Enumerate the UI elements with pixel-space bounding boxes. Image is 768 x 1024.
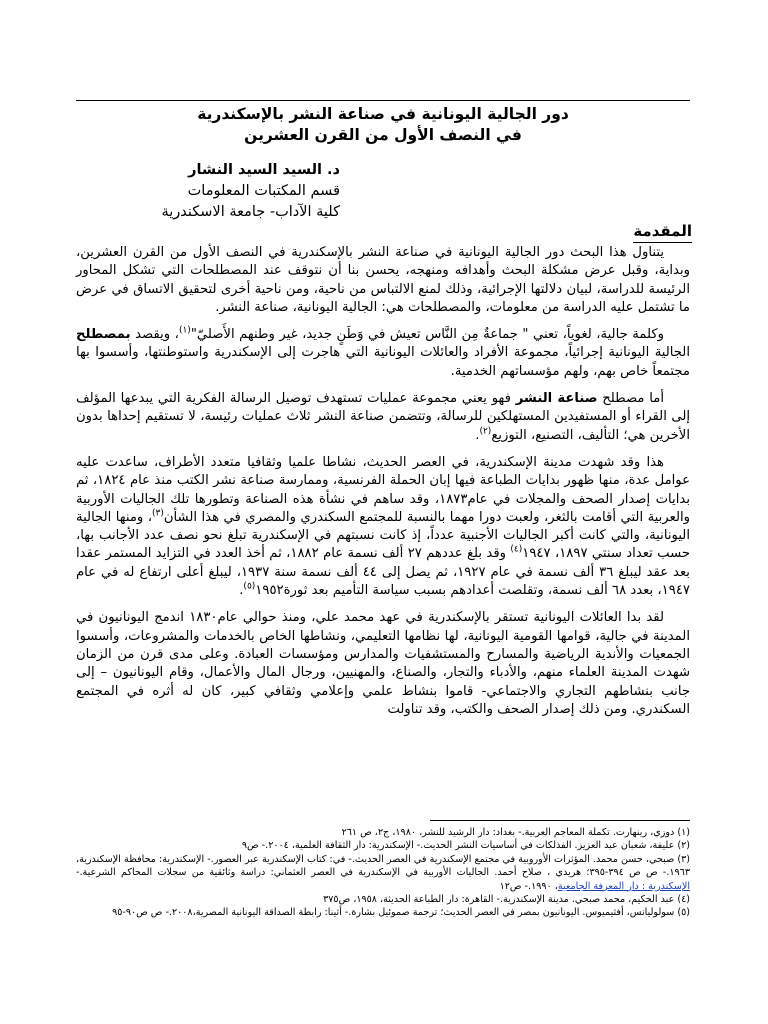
fn3-link[interactable]: الإسكندرية : دار المعرفة الجامعية — [557, 880, 690, 892]
footnote-2: (٢) عليفة، شعبان عبد العزيز. الفذلكات في أساسيات النشر الحديث.- الإسكندرية: دار الثقافة العلمية، ٢٠٠٤.- ص٩ — [241, 840, 690, 852]
p4-text-c: وقد بلغ عددهم ٢٧ ألف نسمة عام ١٨٨٢، ثم أخذ العدد في التزايد المستمر عقدا بعد عقد ليبلغ ٣٦ ألف نسمة في عام ١٩٢٧، ثم يصل إلى ٤٤ ألف نسمة سنة ١٩٣٧، ليبلغ أعلى ارتفاع له في عام ١٩٤٧، بعدد ٦٨ ألف نسمة، وتقلصت أعدادهم بسبب سياسة التأميم بعد ثورة١٩٥٢ — [76, 546, 690, 599]
paragraph-3 — [76, 390, 690, 445]
footnote-ref-2[interactable]: (٢) — [479, 426, 492, 437]
paragraph-5: لقد بدا العائلات اليونانية تستقر بالإسكندرية في عهد محمد علي، ومنذ حوالي عام١٨٣٠ اندمج اليونانيون في المدينة في جالية، قوامها القومية اليونانية، لها نظامها التعليمي، ونشاطها الخاص بالخدمات والمشروعات، وأسسوا الجمعيات والأندية الرياضية والمسارح والمستشفيات والمدارس ومؤسسات العبادة. وعلى مدى قرن من الزمان شهدت المدينة العلماء منهم، والأدباء والتجار، والصناع، والمهنيين، ورجال المال والأعمال، وقام اليونانيون – إلى جانب بنشاطهم التجاري والاجتماعي- قاموا بنشاط علمي وإعلامي وثقافي كبير، كان له أثره في المجتمع السكندري. ومن ذلك إصدار الصحف والكتب، وقد تناولت — [76, 610, 690, 717]
p2-bold-term: بمصطلح — [76, 327, 131, 343]
p2-text-c: الجالية اليونانية إجرائياً، مجموعة الأفراد والعائلات اليونانية التي هاجرت إلى الإسكندرية واستوطنتها، وأسسوا بها مجتمعاً خاص بهم، ولهم مؤسساتهم الخدمية. — [76, 345, 690, 379]
p4-text-d: . — [239, 583, 244, 599]
author-faculty: كلية الآداب- جامعة الاسكندرية — [161, 204, 340, 220]
footnote-ref-3[interactable]: (٣) — [151, 508, 164, 519]
paragraph-2 — [76, 326, 690, 381]
author-block — [110, 160, 340, 223]
body-text — [76, 244, 690, 728]
p4-text-a: هذا وقد شهدت مدينة الإسكندرية، في العصر الحديث، نشاطا علميا وثقافيا متعدد الأطراف، ساعدت عليه عوامل عدة، منها ظهور بدايات الطباعة فيها إبان الحملة الفرنسية، وممارسة صناعة نشر الكتب منذ عام ١٨٢٤، ثم بدايات إصدار الصحف والمجلات في عام١٨٧٣، وقد ساهم في نشأة هذه الصناعة وتطورها تلك الجاليات الأوربية والعربية التي أقامت بالثغر، ولعبت دورا مهما بالنسبة للمجتمع السكندري والمصري في هذا الشأن — [76, 454, 690, 525]
p3-text-b: فهو يعني مجموعة عمليات تستهدف توصيل الرسالة الفكرية التي يبدعها المؤلف إلى القراء أو المستفيدين المستهلكين للرسالة، وتتضمن صناعة النشر ثلاث عمليات رئيسة، لا تستقيم إحداها بدون الأخرين هي؛ التأليف، التصنيع، التوزيع — [76, 391, 690, 443]
p4-text-b: ، ومنها الجالية اليونانية، والتي كانت أكبر الجاليات الأجنبية عدداً، إذ كانت نسبتهم في الإسكندرية تبلغ نحو نصف عدد الأجانب بها، حسب تعداد سنتي ١٨٩٧، ١٩٤٧ — [76, 509, 691, 562]
p2-text-b: ، ويقصد — [130, 327, 179, 343]
fn3-text-a: (٣) صبحي، حسن محمد. المؤثرات الأوروبية في مجتمع الإسكندرية في العصر الحديث.- في: كتاب الإسكندرية عبر العصور.- الإسكندرية: محافظة الإسكندرية، ١٩٦٣.- ص ص ٣٩٤-٣٩٥؛ هريدي ، صلاح أحمد. الجاليات الأوربية في الإسكندرية في العصر العثماني: دراسة وثائقية من سجلات المحاكم الشرعية.- — [76, 853, 690, 879]
footnote-separator — [430, 820, 690, 821]
title-line-1: دور الجالية اليونانية في صناعة النشر بالإسكندرية — [197, 105, 569, 123]
footnote-1: (١) دوزي، رينهارت. تكملة المعاجم العربية.- بغداد: دار الرشيد للنشر، ١٩٨٠، ج٢، ص ٢٦١ — [341, 827, 690, 838]
paragraph-4 — [76, 454, 690, 600]
author-department: قسم المكتبات المعلومات — [187, 183, 340, 199]
author-name: د. السيد السيد النشار — [188, 162, 340, 178]
footnote-ref-4[interactable]: (٤) — [510, 545, 523, 556]
title-line-2: في النصف الأول من القرن العشرين — [244, 126, 522, 144]
footnotes — [76, 826, 690, 920]
paragraph-1: يتناول هذا البحث دور الجالية اليونانية في صناعة النشر بالإسكندرية في النصف الأول من القرن العشرين، وبداية، وقبل عرض مشكلة البحث وأهدافه ومنهجه، يحسن بنا أن نتوقف عند المصطلحات التي تشكل المحاور الرئيسة للدراسة، لبيان دلالتها الإجرائية، وذلك لمنع الالتباس من ناحية، ومن ناحية أخرى لتحقيق الاتساق في عرض ما تشتمل عليه الدراسة من معلومات، والمصطلحات هي: الجالية اليونانية، صناعة النشر. — [76, 245, 690, 315]
footnote-4: (٤) عبد الحكيم، محمد صبحي. مدينة الإسكندرية.- القاهرة: دار الطباعة الحديثة، ١٩٥٨، ص٣٧٥ — [323, 894, 690, 906]
fn3-text-b: ، ١٩٩٠.- ص١٢ — [499, 880, 558, 892]
footnote-ref-5[interactable]: (٥) — [243, 581, 256, 592]
top-rule — [76, 100, 690, 101]
p2-text-a: وكلمة جالية، لغوياً، تعني " جماعةٌ مِن النَّاس تعيش في وَطَنٍ جديد، غير وطنهم الأَصليّ" — [190, 327, 664, 343]
p3-bold-term: صناعة النشر — [515, 391, 598, 407]
document-title — [76, 104, 690, 146]
p3-text-c: . — [475, 427, 480, 443]
section-heading: المقدمة — [633, 221, 692, 243]
footnote-ref-1[interactable]: (١) — [178, 325, 191, 336]
footnote-5: (٥) سولوليانس، أفثيميوس. اليونانيون بمصر في العصر الحديث؛ ترجمة صموئيل بشارة.- أثينا: رابطة الصداقة اليونانية المصرية،٢٠٠٨.- ص ص٩٠-٩٥ — [112, 907, 690, 919]
p3-text-a: أما مصطلح — [597, 391, 665, 407]
footnote-3 — [76, 853, 690, 893]
